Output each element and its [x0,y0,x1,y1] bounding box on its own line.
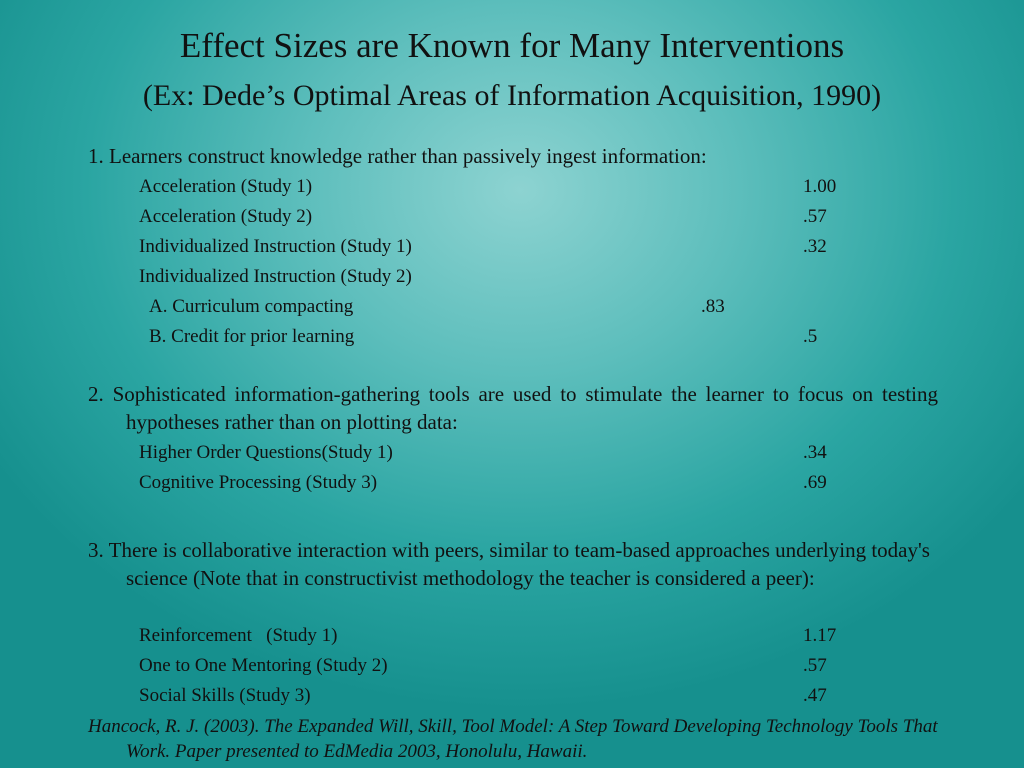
section-1-heading: 1. Learners construct knowledge rather than passively ingest information: [88,144,707,168]
effect-label: Individualized Instruction (Study 2) [139,266,412,287]
effect-label: Higher Order Questions(Study 1) [139,442,393,463]
effect-value: .57 [803,655,827,676]
effect-value: .32 [803,236,827,257]
effect-label: Cognitive Processing (Study 3) [139,472,378,493]
effect-row [139,202,859,232]
effect-value: .57 [803,206,827,227]
effect-value: 1.17 [803,625,837,646]
effect-row [139,651,859,681]
effect-row [139,262,859,292]
citation: Hancock, R. J. (2003). The Expanded Will, Skill, Tool Model: A Step Toward Developing Technology Tools That Work. Paper presented to EdMedia 2003, Honolulu, Hawaii. [88,716,938,762]
section-2-heading: 2. Sophisticated information-gathering tools are used to stimulate the learner to focus on testing hypotheses rather than on plotting data: [88,382,938,434]
slide-subtitle: (Ex: Dede’s Optimal Areas of Information Acquisition, 1990) [142,79,882,112]
effect-label: A. Curriculum compacting [149,296,354,317]
effect-row [149,322,859,352]
effect-row [139,681,859,711]
effect-value: .47 [803,685,827,706]
effect-value: .69 [803,472,827,493]
effect-value: .83 [701,296,725,317]
effect-row [139,621,859,651]
effect-label: B. Credit for prior learning [149,326,355,347]
effect-value: .34 [803,442,827,463]
effect-row [139,172,859,202]
effect-row [139,468,859,498]
slide-title: Effect Sizes are Known for Many Interventions [179,26,845,65]
effect-label: Social Skills (Study 3) [139,685,311,706]
effect-value: 1.00 [803,176,837,197]
section-3-heading: 3. There is collaborative interaction with peers, similar to team-based approaches underlying today's science (Note that in constructivist methodology the teacher is considered a peer): [88,538,930,590]
effect-label: Acceleration (Study 1) [139,176,313,197]
effect-row [149,292,859,322]
effect-label: One to One Mentoring (Study 2) [139,655,388,676]
effect-label: Individualized Instruction (Study 1) [139,236,412,257]
effect-row [139,438,859,468]
effect-value: .5 [803,326,818,347]
effect-label: Acceleration (Study 2) [139,206,313,227]
effect-label: Reinforcement (Study 1) [139,625,338,646]
effect-row [139,232,859,262]
